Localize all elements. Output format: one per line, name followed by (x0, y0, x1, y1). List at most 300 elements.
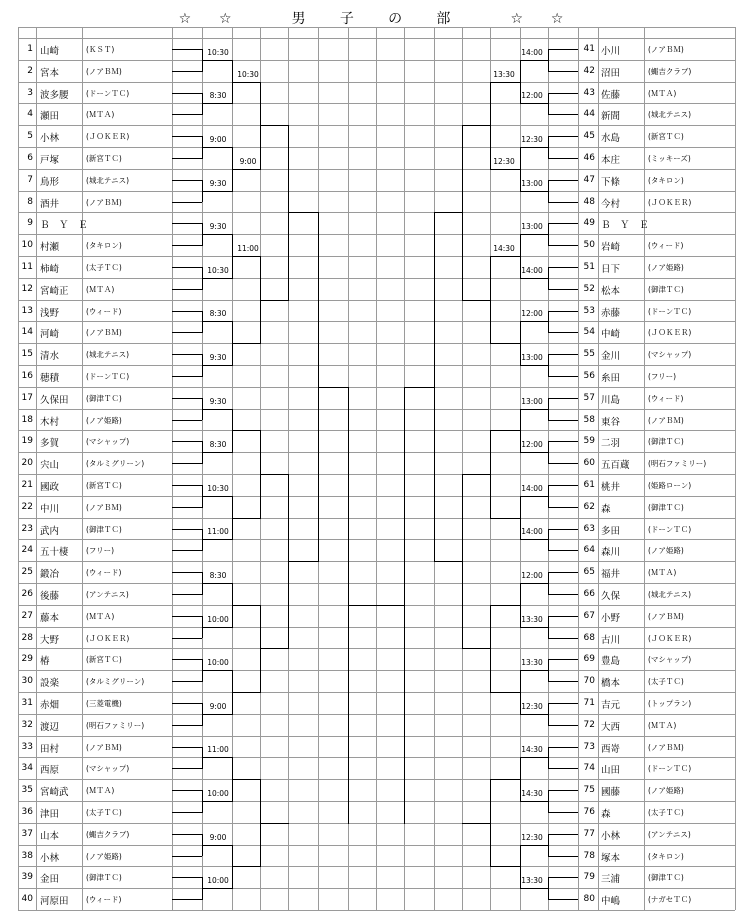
player-number: 31 (21, 698, 33, 708)
bracket-line (404, 387, 435, 388)
grid-hline (18, 256, 735, 257)
grid-vline (548, 27, 549, 910)
bracket-line (520, 583, 549, 584)
player-name: 日下 (601, 264, 621, 275)
player-number: 17 (21, 392, 33, 403)
match-time: 13:00 (521, 396, 543, 406)
bracket-line (202, 801, 233, 802)
player-number: 59 (583, 436, 595, 447)
player-club: (ＭＴＡ) (648, 568, 677, 578)
bracket-line (490, 82, 521, 83)
player-name: 穂積 (40, 373, 60, 384)
match-time: 13:30 (521, 614, 543, 624)
match-time: 14:00 (521, 483, 543, 493)
bracket-line (172, 877, 202, 878)
player-number: 4 (27, 109, 33, 120)
bracket-line (548, 93, 578, 94)
bracket-line (520, 845, 549, 846)
player-name: 河崎 (40, 329, 60, 341)
title-char-4: 部 (436, 11, 453, 27)
bracket-line (202, 539, 233, 540)
bracket-line (462, 648, 491, 649)
bracket-line (202, 191, 233, 192)
bracket-line (232, 692, 261, 693)
player-club: (トップラン) (648, 699, 692, 708)
player-name: 西嵜 (601, 743, 621, 755)
bracket-line (462, 125, 491, 126)
bracket-line (172, 202, 202, 203)
player-number: 14 (21, 327, 33, 338)
grid-hline (18, 365, 735, 366)
player-number: 51 (583, 262, 595, 272)
player-number: 71 (583, 698, 595, 708)
title-star-4: ☆ (550, 11, 566, 27)
player-name: 中崎 (601, 329, 621, 341)
player-club: (タルミグリーン) (86, 459, 145, 469)
player-name: 多賀 (40, 438, 60, 450)
player-name: 宍山 (40, 460, 60, 472)
match-time: 10:00 (207, 789, 229, 798)
player-club: (御津ＴＣ) (648, 873, 684, 883)
player-number: 45 (583, 131, 595, 142)
grid-hline (18, 823, 735, 824)
bracket-line (548, 71, 578, 72)
player-number: 43 (583, 87, 595, 98)
player-club: (ウィード) (648, 241, 684, 251)
player-name: 豊島 (601, 656, 621, 668)
match-time: 13:00 (521, 353, 543, 362)
bracket-line (232, 343, 261, 344)
player-name: 五十棲 (40, 547, 69, 559)
bracket-line (202, 147, 233, 148)
player-name: 波多腰 (40, 89, 69, 101)
player-number: 22 (21, 501, 33, 512)
player-number: 65 (583, 567, 595, 578)
player-club: (ＭＴＡ) (648, 720, 677, 730)
player-club: (城北テニス) (648, 590, 692, 599)
player-club: (ドーンＴＣ) (86, 88, 130, 98)
player-name: 本庄 (601, 155, 621, 166)
bracket-line (548, 681, 578, 682)
player-number: 37 (21, 828, 33, 839)
player-name: 今村 (601, 198, 621, 210)
bracket-line (172, 441, 202, 442)
player-number: 28 (21, 632, 33, 643)
player-club: (ノアＢＭ) (86, 66, 122, 76)
player-club: (ＪＯＫＥＲ) (648, 328, 692, 338)
bracket-line (520, 714, 549, 715)
player-number: 15 (21, 349, 33, 360)
player-number: 72 (583, 719, 595, 730)
player-name: 松本 (601, 285, 621, 297)
player-name: 後藤 (40, 591, 60, 602)
grid-hline (18, 212, 735, 213)
player-name: 鳥形 (40, 176, 60, 188)
match-time: 10:00 (207, 658, 229, 668)
player-club: (ドーンＴＣ) (648, 306, 692, 316)
player-number: 36 (21, 807, 33, 817)
player-number: 33 (21, 741, 33, 752)
player-club: (ウィード) (86, 895, 122, 905)
grid-vline (376, 27, 377, 910)
grid-hline (18, 343, 735, 344)
player-club: (ノアＢＭ) (648, 611, 684, 621)
player-name: 宮崎武 (40, 787, 69, 799)
bracket-line (462, 300, 491, 301)
player-club: (ＪＯＫＥＲ) (86, 132, 130, 142)
bracket-line (520, 888, 549, 889)
player-name: 設楽 (40, 678, 60, 690)
bracket-line (260, 125, 289, 126)
player-number: 76 (583, 807, 595, 817)
player-number: 66 (583, 589, 595, 599)
player-number: 55 (583, 349, 595, 360)
player-name: 福井 (601, 569, 621, 581)
bracket-line (260, 474, 289, 475)
bracket-line (202, 714, 233, 715)
player-number: 12 (21, 283, 33, 294)
grid-hline (18, 539, 735, 540)
player-club: (明石ファミリー) (86, 720, 145, 730)
bracket-line (202, 409, 233, 410)
player-name: 瀬田 (40, 111, 60, 123)
bracket-line (232, 169, 261, 170)
player-name: 森 (601, 503, 611, 515)
player-club: (ドーンＴＣ) (86, 372, 130, 381)
bracket-line (548, 332, 578, 333)
title-char-3: の (388, 11, 405, 27)
player-number: 35 (21, 785, 33, 796)
bracket-line (548, 834, 578, 835)
player-club: (ノア姫路) (648, 546, 684, 556)
player-club: (フリー) (648, 372, 677, 381)
bracket-line (548, 725, 578, 726)
bracket-line (172, 812, 202, 813)
player-club: (ミッキーズ) (648, 154, 691, 163)
bracket-line (548, 180, 578, 181)
player-number: 21 (21, 480, 33, 490)
player-name: 小林 (40, 852, 60, 864)
match-time: 12:30 (521, 832, 543, 842)
player-number: 44 (583, 109, 595, 120)
player-club: (マシャップ) (86, 437, 130, 447)
player-club: (明石ファミリー) (648, 459, 707, 469)
bracket-line (172, 703, 202, 704)
grid-hline (18, 300, 735, 301)
player-club: (三菱電機) (86, 699, 122, 708)
player-name: 下條 (601, 176, 621, 188)
bracket-line (548, 267, 578, 268)
bracket-line (548, 398, 578, 399)
player-name: 二羽 (601, 438, 621, 450)
grid-vline (82, 27, 83, 910)
player-club: (タキロン) (648, 851, 684, 861)
bracket-line (260, 648, 289, 649)
player-number: 75 (583, 785, 595, 796)
bracket-line (202, 103, 233, 104)
player-name: 金田 (40, 874, 60, 886)
bracket-line (202, 583, 233, 584)
player-name: 森川 (601, 547, 621, 559)
bracket-line (232, 518, 261, 519)
player-name: 大西 (601, 721, 621, 733)
player-number: 6 (27, 153, 33, 163)
grid-hline (18, 496, 735, 497)
player-club: (アンテニス) (86, 590, 129, 599)
player-number: 7 (27, 174, 33, 185)
player-name: 多田 (601, 525, 621, 537)
bracket-line (548, 376, 578, 377)
bracket-line (172, 71, 202, 72)
match-time: 14:30 (521, 789, 543, 798)
bracket-line (520, 452, 549, 453)
bracket-line (318, 387, 349, 388)
bracket-line (232, 430, 261, 431)
bracket-line (490, 518, 521, 519)
player-club: (ＪＯＫＥＲ) (648, 633, 692, 643)
player-name: 森 (601, 809, 611, 820)
player-number: 52 (583, 283, 595, 294)
grid-hline (18, 191, 735, 192)
bracket-line (520, 321, 549, 322)
bracket-line (548, 114, 578, 115)
grid-hline (18, 103, 735, 104)
player-club: (姫路ローン) (648, 481, 692, 490)
bracket-line (548, 507, 578, 508)
player-club: (ノアＢＭ) (648, 415, 684, 425)
bracket-line (202, 888, 233, 889)
bracket-line (172, 747, 202, 748)
bracket-line (172, 398, 202, 399)
bracket-line (548, 441, 578, 442)
bracket-line (202, 452, 233, 453)
player-number: 8 (27, 196, 33, 207)
bracket-line (520, 539, 549, 540)
bracket-line (548, 289, 578, 290)
grid-hline (18, 474, 735, 475)
player-number: 61 (583, 480, 595, 490)
player-number: 57 (583, 392, 595, 403)
page-title (0, 8, 744, 28)
bracket-line (172, 768, 202, 769)
bracket-line (548, 572, 578, 573)
bracket-line (462, 823, 491, 824)
grid-hline (18, 910, 735, 911)
grid-hline (18, 27, 735, 28)
player-name: 岩崎 (601, 242, 621, 254)
player-name: 川島 (601, 394, 621, 406)
player-club: (御津ＴＣ) (86, 393, 122, 403)
grid-hline (18, 278, 735, 279)
player-number: 50 (583, 240, 595, 251)
player-number: 2 (27, 65, 33, 76)
player-number: 79 (583, 872, 595, 883)
player-name: 國政 (40, 482, 60, 493)
bracket-line (520, 365, 549, 366)
bracket-line (172, 616, 202, 617)
bracket-line (548, 136, 578, 137)
player-name: 宮本 (40, 67, 60, 79)
bracket-line (520, 496, 549, 497)
player-number: 47 (583, 174, 595, 185)
grid-hline (18, 692, 735, 693)
player-number: 30 (21, 676, 33, 687)
player-name: 小林 (601, 830, 621, 842)
bracket-line (172, 245, 202, 246)
bracket-line (172, 856, 202, 857)
grid-hline (18, 757, 735, 758)
player-club: (ノア姫路) (648, 786, 684, 796)
bracket-line (288, 212, 319, 213)
bracket-line (548, 158, 578, 159)
bracket-line (172, 223, 202, 224)
bracket-line (520, 60, 549, 61)
match-time: 12:30 (521, 701, 543, 711)
match-time: 13:30 (521, 876, 543, 886)
player-name: 五百蔵 (601, 460, 630, 472)
player-club: (ノアＢＭ) (86, 197, 122, 207)
player-club: (タルミグリーン) (86, 677, 145, 687)
grid-hline (18, 779, 735, 780)
player-club: (タキロン) (648, 175, 684, 185)
title-star-1: ☆ (178, 11, 194, 27)
player-name: 塚本 (601, 852, 621, 864)
player-name: 鍛冶 (40, 569, 60, 581)
match-time: 14:30 (493, 244, 515, 253)
player-club: (マシャップ) (648, 655, 692, 665)
player-name: 小野 (601, 612, 621, 624)
match-time: 8:30 (209, 91, 227, 101)
player-club: (ＭＴＡ) (86, 284, 115, 294)
bracket-line (548, 877, 578, 878)
player-number: 48 (583, 196, 595, 207)
bracket-line (520, 278, 549, 279)
bracket-line (172, 507, 202, 508)
bracket-line (490, 779, 521, 780)
player-number: 49 (583, 218, 595, 229)
bracket-line (520, 801, 549, 802)
player-name: 古川 (601, 634, 621, 646)
bracket-line (548, 790, 578, 791)
grid-hline (18, 518, 735, 519)
bracket-line (232, 779, 261, 780)
player-number: 64 (583, 545, 595, 556)
grid-hline (18, 147, 735, 148)
match-time: 9:00 (209, 135, 227, 144)
bracket-line (548, 856, 578, 857)
bracket-line (172, 681, 202, 682)
player-club: (新宮ＴＣ) (86, 154, 122, 163)
bracket-line (172, 834, 202, 835)
player-number: 70 (583, 676, 595, 687)
bracket-line (548, 638, 578, 639)
bracket-line (520, 191, 549, 192)
player-number: 24 (21, 545, 33, 556)
grid-hline (18, 452, 735, 453)
player-number: 80 (583, 894, 595, 905)
grid-hline (18, 670, 735, 671)
player-club: (蝿吉クラブ) (86, 829, 130, 839)
bracket-line (548, 223, 578, 224)
player-name: 金川 (601, 351, 621, 363)
match-time: 9:00 (239, 156, 257, 166)
bracket-line (202, 845, 233, 846)
player-club: (ノア姫路) (86, 851, 122, 861)
player-name: 藤本 (40, 612, 60, 624)
player-club: (フリー) (86, 546, 115, 556)
bracket-line (548, 594, 578, 595)
player-name: 糸田 (601, 373, 621, 384)
player-club: (新宮ＴＣ) (648, 132, 684, 142)
bracket-line (490, 169, 521, 170)
player-name: 中川 (40, 503, 60, 515)
player-club: (ノアＢＭ) (648, 742, 684, 752)
player-club: (ノアＢＭ) (86, 742, 122, 752)
match-time: 9:30 (209, 178, 227, 188)
match-time: 10:30 (237, 69, 259, 79)
bracket-line (548, 49, 578, 50)
player-number: 41 (583, 44, 595, 54)
player-number: 16 (21, 371, 33, 381)
player-name: 中嶋 (601, 896, 621, 908)
bracket-line (288, 561, 319, 562)
title-star-2: ☆ (218, 11, 234, 27)
bracket-line (202, 321, 233, 322)
player-club: (ＭＴＡ) (86, 611, 115, 621)
player-number: 25 (21, 567, 33, 578)
bracket-line (172, 267, 202, 268)
grid-hline (18, 430, 735, 431)
player-club: (ウィード) (86, 568, 122, 578)
player-number: 38 (21, 850, 33, 861)
grid-hline (18, 801, 735, 802)
bracket-line (520, 234, 549, 235)
bracket-line (172, 114, 202, 115)
player-number: 67 (583, 610, 595, 621)
bracket-line (232, 605, 261, 606)
player-club: (新宮ＴＣ) (86, 481, 122, 490)
bracket-line (520, 670, 549, 671)
match-time: 9:30 (209, 222, 227, 232)
match-time: 14:30 (521, 745, 543, 755)
player-name: 酒井 (40, 198, 60, 210)
match-time: 13:30 (493, 69, 515, 79)
match-time: 12:00 (521, 571, 543, 580)
bracket-line (548, 550, 578, 551)
grid-hline (18, 234, 735, 235)
bracket-line (172, 572, 202, 573)
player-name: 山崎 (40, 46, 60, 57)
match-time: 12:30 (493, 156, 515, 166)
match-time: 9:30 (209, 396, 227, 406)
player-number: 60 (583, 458, 595, 469)
player-number: 5 (27, 131, 33, 142)
bracket-line (490, 605, 521, 606)
bracket-line (172, 659, 202, 660)
player-name: 宮崎正 (40, 285, 69, 297)
bracket-line (260, 823, 289, 824)
player-number: 74 (583, 763, 595, 774)
bracket-line (172, 594, 202, 595)
bracket-line (548, 768, 578, 769)
bracket-line (202, 670, 233, 671)
player-club: (アンテニス) (648, 829, 691, 839)
match-time: 10:30 (207, 47, 229, 57)
bracket-line (172, 420, 202, 421)
bracket-line (232, 256, 261, 257)
player-number: 32 (21, 719, 33, 730)
bracket-line (172, 180, 202, 181)
